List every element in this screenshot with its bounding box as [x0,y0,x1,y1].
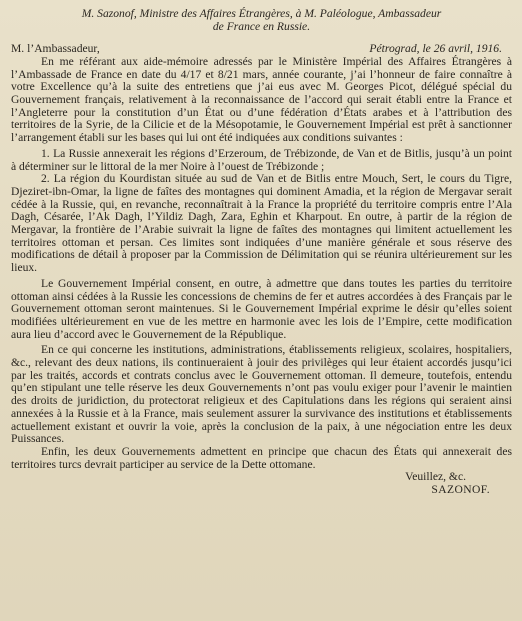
paragraph-condition-1: 1. La Russie annexerait les régions d’Erzeroum, de Trébizonde, de Van et de Bitlis, jusqu’à un point à déterminer sur le littoral de la mer Noire à l’ouest de Trébizonde ; [11,146,512,173]
header-line-2: de France en Russie. [212,19,311,33]
signature: SAZONOF. [431,483,490,497]
place-date: Pétrograd, le 26 avril, 1916. [369,42,502,56]
header-line-1: M. Sazonof, Ministre des Affaires Étrangères, à M. Paléologue, Ambassadeur [81,7,442,20]
paragraph-condition-2: 2. La région du Kourdistan située au sud de Van et de Bitlis entre Mouch, Sert, le cours du Tigre, Djeziret-ibn-Omar, la ligne de faîtes des montagnes qui dominent Amadia, et la région de Mergavar serait cédée à la Russie, qui, en revanche, reconnaîtrait à la France la propriété du territoire compris entre l’Ala Dagh, Césarée, l’Ak Dagh, l’Yildiz Dagh, Zara, Eghin et Kharpout. En outre, à partir de la région de Mergavar, la frontière de l’Arabie suivrait la ligne de faîtes des montagnes qui limitent actuellement les territoires ottoman et persan. Ces limites sont indiquées d’une manière générale et sous réserve des modifications de détail à proposer par la Commission de Délimitation qui se réunira ultérieurement sur les lieux. [11,172,512,275]
salutation-row [11,43,512,56]
paragraph-intro: En me référant aux aide-mémoire adressés par le Ministère Impérial des Affaires Étrangères à l’Ambassade de France en date du 4/17 et 8/21 mars, année courante, j’ai l’honneur de faire connaître à votre Excellence qu’à la suite des entretiens que j’ai eus avec M. Georges Picot, délégué spécial du Gouvernement français, relativement à la reconnaissance de l’accord qui serait établi entre la France et l’Angleterre pour la constitution d’un État ou d’une fédération d’États arabes et à l’attribution des territoires de la Syrie, de la Cilicie et de la Mésopotamie, le Gouvernement Impérial est prêt à sanctionner l’arrangement établi sur les bases qui lui ont été indiquées aux conditions suivantes : [11,54,512,145]
paragraph-railways: Le Gouvernement Impérial consent, en outre, à admettre que dans toutes les parties du territoire ottoman ainsi cédées à la Russie les concessions de chemins de fer et autres accordées à des Français par le Gouvernement ottoman seront maintenues. Si le Gouvernement Impérial exprime le désir qu’elles soient modifiées ultérieurement en vue de les mettre en harmonie avec les lois de l’Empire, cette modification aura lieu d’accord avec le Gouvernement de la République. [11,276,512,341]
letter-header [17,8,506,33]
paragraph-institutions: En ce qui concerne les institutions, administrations, établissements religieux, scolaires, hospitaliers, &c., relevant des deux nations, ils continueraient à jouir des privilèges qui leur étaient accordés jusqu’ici par les traités, accords et contrats conclus avec le Gouvernement ottoman. Il demeure, toutefois, entendu qu’en stipulant une telle réserve les deux Gouvernements n’ont pas voulu exiger pour l’avenir le maintien des droits de juridiction, du protectorat religieux et des Capitulations dans les régions qui seraient ainsi annexées à la Russie et à la France, mais seulement assurer la survivance des institutions et établissements actuellement existant et ouvrir la voie, après la conclusion de la paix, à une négociation entre les deux Puissances. [11,343,512,446]
paragraph-debt: Enfin, les deux Gouvernements admettent en principe que chacun des États qui annexerait des territoires turcs devrait participer au service de la Dette ottomane. [11,444,512,471]
salutation: M. l’Ambassadeur, [11,42,100,56]
closing-formula: Veuillez, &c. [405,470,466,484]
